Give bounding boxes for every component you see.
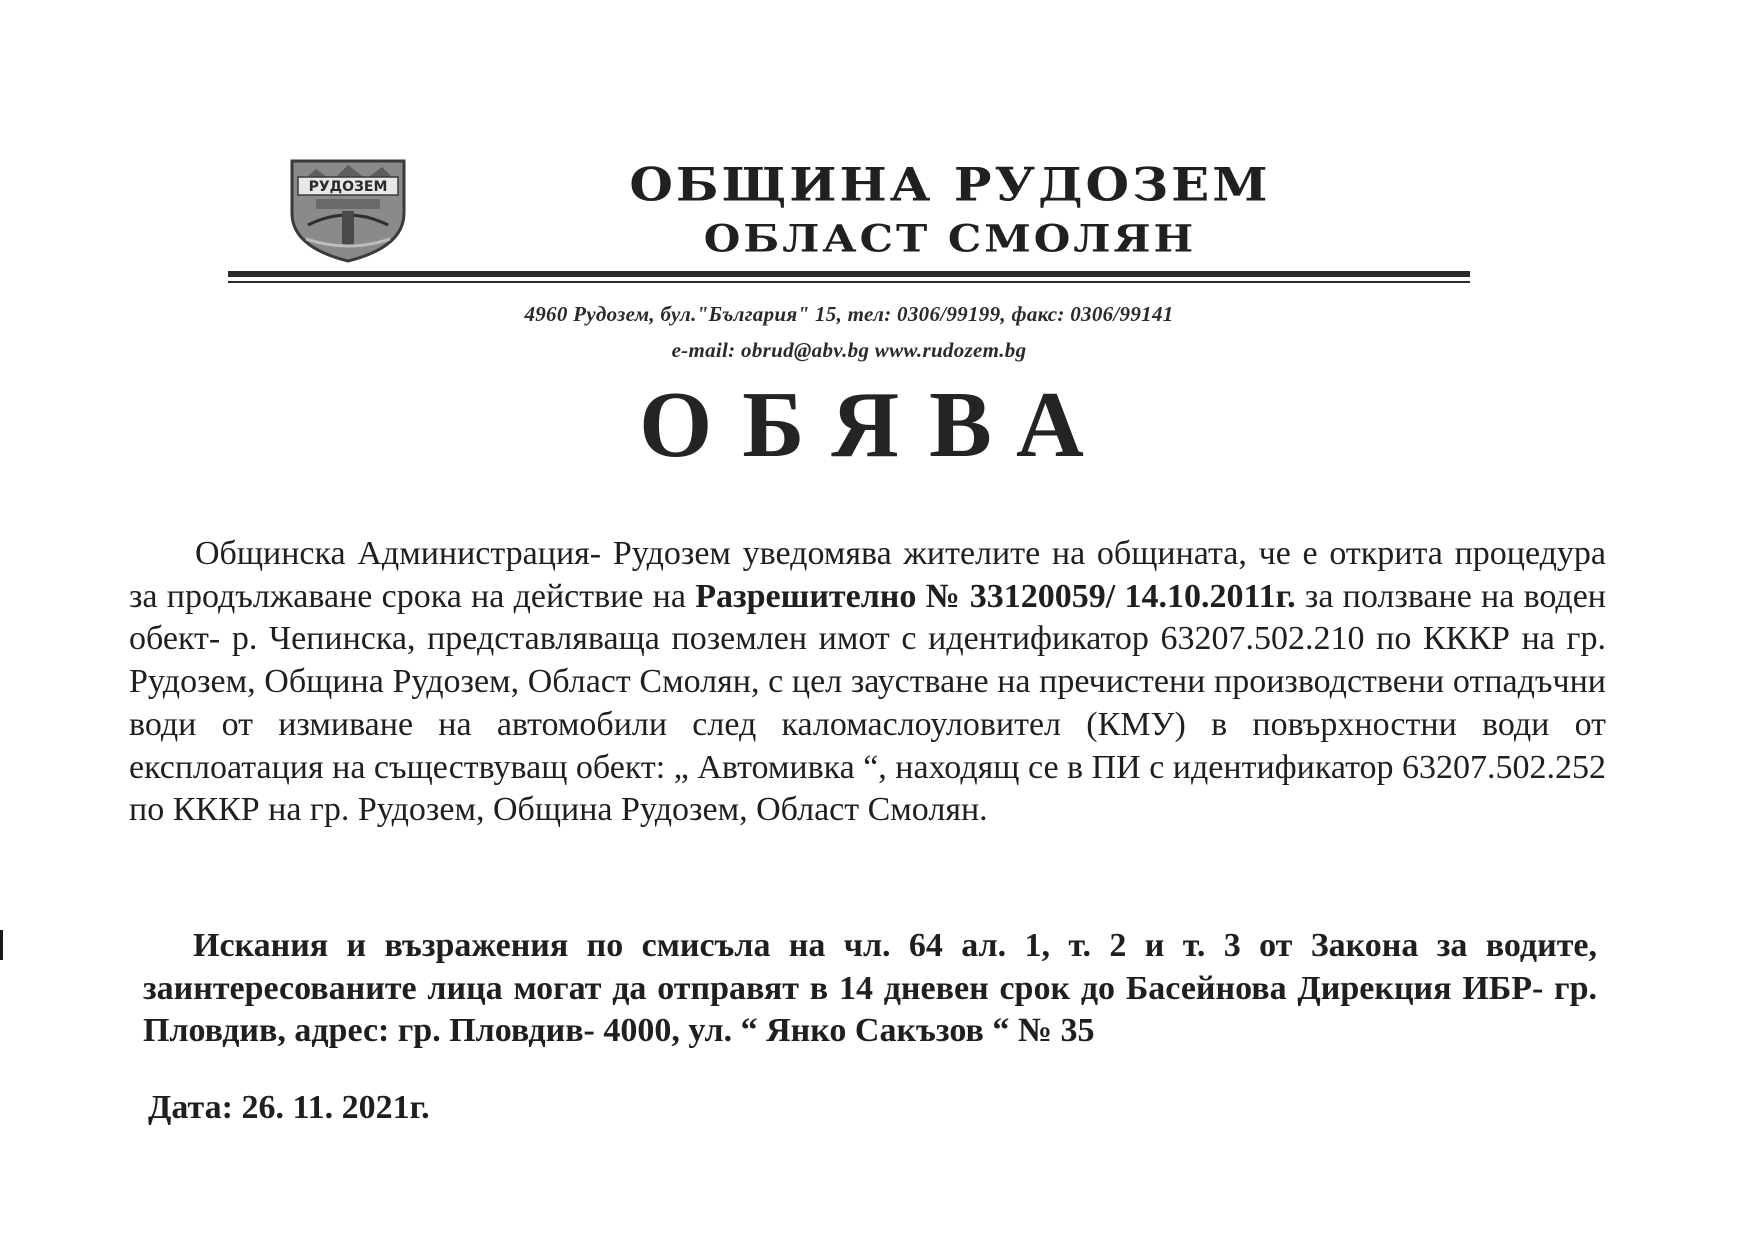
announcement-paragraph (129, 533, 1606, 832)
objections-paragraph: Искания и възражения по смисъла на чл. 64 ал. 1, т. 2 и т. 3 от Закона за водите, заинтересованите лица могат да отправят в 14 дневен срок до Басейнова Дирекция ИБР- гр. Пловдив, адрес: гр. Пловдив- 4000, ул. “ Янко Сакъзов “ № 35 (143, 927, 1597, 1050)
announcement-body: за ползване на воден обект- р. Чепинска, представляваща поземлен имот с идентификатор 63207.502.210 по КККР на гр. Рудозем, Община Рудозем, Област Смолян, с цел заустване на пречистени производствени отпадъчни води от измиване на автомобили след каломаслоуловител (КМУ) в повърхностни води от експлоатация на съществуващ обект: „ Автомивка “, находящ се в ПИ с идентификатор 63207.502.252 по КККР на гр. Рудозем, Община Рудозем, Област Смолян. (129, 577, 1606, 829)
permit-reference: Разрешително № 33120059/ 14.10.2011г. (695, 577, 1296, 615)
region-name: ОБЛАСТ СМОЛЯН (703, 216, 1197, 261)
document-date: Дата: 26. 11. 2021г. (148, 1089, 430, 1126)
scan-edge-mark (0, 930, 3, 960)
header-divider (228, 271, 1470, 277)
svg-text:РУДОЗЕМ: РУДОЗЕМ (308, 179, 388, 195)
announcement-intro: Общинска Администрация- Рудозем уведомява жителите на общината, че е открита процедура за продължаване срока на действие на (129, 535, 1606, 615)
email-web-line: e-mail: obrud@abv.bg www.rudozem.bg (671, 338, 1027, 362)
municipality-name: ОБЩИНА РУДОЗЕМ (629, 157, 1271, 212)
address-line: 4960 Рудозем, бул."България" 15, тел: 0306/99199, факс: 0306/99141 (524, 302, 1174, 326)
header-divider-thin (228, 281, 1470, 283)
municipality-crest-logo (286, 155, 410, 265)
document-heading: ОБЯВА (639, 373, 1114, 477)
